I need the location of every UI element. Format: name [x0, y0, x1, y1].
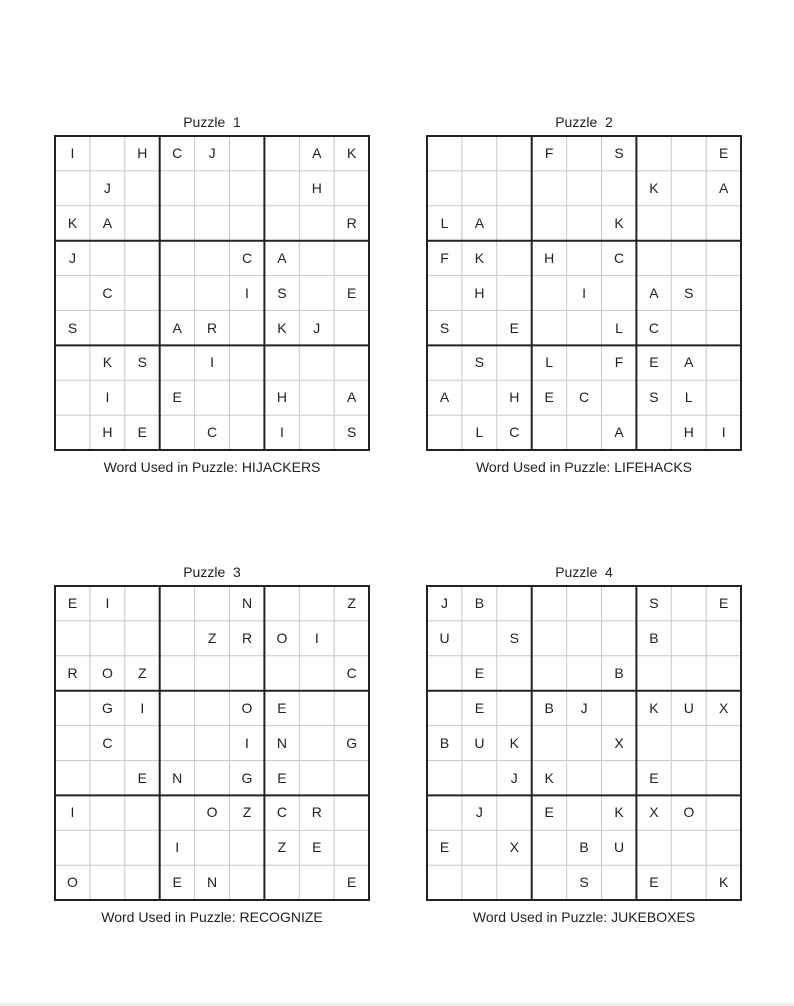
grid-cell-letter: Z: [277, 839, 287, 856]
grid-cell-letter: E: [719, 145, 729, 161]
grid-cell-letter: S: [649, 389, 659, 406]
grid-cell-letter: J: [208, 145, 216, 161]
grid-cell-letter: G: [346, 734, 358, 751]
grid-cell-letter: L: [475, 424, 484, 441]
grid-cell-letter: A: [347, 389, 357, 406]
grid-cell-letter: H: [311, 179, 322, 196]
grid-cell-letter: H: [276, 389, 287, 406]
grid-cell-letter: S: [509, 629, 519, 646]
grid-cell-letter: N: [207, 874, 218, 891]
grid-cell-letter: J: [475, 804, 483, 821]
grid-cell-letter: H: [509, 389, 520, 406]
grid-cell-letter: E: [312, 839, 322, 856]
puzzle-caption: Word Used in Puzzle: HIJACKERS: [103, 459, 321, 475]
grid-cell-letter: L: [545, 354, 554, 371]
grid-cell-letter: E: [474, 664, 485, 681]
grid-cell-letter: E: [649, 769, 659, 786]
grid-cell-letter: H: [102, 424, 113, 441]
puzzle-title: Puzzle 3: [183, 564, 241, 580]
grid-cell-letter: S: [439, 319, 450, 336]
grid-cell-letter: O: [683, 804, 695, 821]
grid-cell-letter: J: [103, 179, 111, 196]
puzzle-title: Puzzle 2: [555, 114, 613, 130]
grid-cell-letter: R: [67, 664, 78, 681]
grid-cell-letter: C: [102, 284, 113, 301]
grid-cell-letter: U: [613, 839, 625, 856]
grid-cell-letter: I: [245, 284, 249, 301]
grid-cell-letter: H: [544, 249, 555, 266]
grid-cell-letter: N: [276, 734, 287, 751]
grid-cell-letter: E: [474, 699, 485, 716]
grid-cell-letter: E: [67, 595, 78, 611]
grid-cell-letter: I: [105, 389, 110, 406]
grid-cell-letter: K: [649, 179, 659, 196]
grid-cell-letter: N: [241, 595, 253, 611]
grid-cell-letter: A: [439, 389, 450, 406]
grid-cell-letter: K: [614, 804, 624, 821]
grid-cell-letter: Z: [242, 804, 252, 821]
grid-cell-letter: R: [241, 629, 253, 646]
grid-cell-letter: I: [70, 804, 75, 821]
grid-cell-letter: U: [683, 699, 694, 716]
grid-cell-letter: I: [70, 145, 75, 161]
grid-cell-letter: S: [614, 145, 624, 161]
grid-cell-letter: C: [346, 664, 357, 681]
grid-cell-letter: E: [347, 874, 357, 891]
grid-cell-letter: G: [241, 769, 253, 786]
grid-cell-letter: B: [649, 629, 659, 646]
grid-cell-letter: L: [440, 214, 449, 231]
grid-cell-letter: F: [544, 145, 554, 161]
grid-cell-letter: S: [684, 284, 694, 301]
grid-cell-letter: R: [346, 214, 357, 231]
puzzle-title: Puzzle 4: [555, 564, 613, 580]
grid-cell-letter: K: [347, 145, 357, 161]
grid-cell-letter: C: [241, 249, 253, 266]
grid-cell-letter: E: [347, 284, 357, 301]
grid-cell-letter: S: [277, 284, 287, 301]
grid-cell-letter: B: [474, 595, 485, 611]
grid-cell-letter: H: [474, 284, 485, 301]
grid-cell-letter: B: [439, 734, 450, 751]
grid-cell-letter: J: [69, 249, 76, 266]
grid-cell-letter: X: [509, 839, 519, 856]
grid-cell-letter: K: [474, 249, 485, 266]
grid-cell-letter: K: [67, 214, 78, 231]
grid-cell-letter: F: [614, 354, 624, 371]
grid-cell-letter: K: [102, 354, 113, 371]
grid-cell-letter: E: [172, 389, 182, 406]
grid-cell-letter: E: [277, 699, 287, 716]
grid-cell-letter: B: [579, 839, 589, 856]
grid-cell-letter: I: [245, 734, 249, 751]
grid-cell-letter: C: [509, 424, 520, 441]
grid-cell-letter: F: [440, 249, 449, 266]
grid-cell-letter: B: [614, 664, 624, 681]
grid-cell-letter: C: [102, 734, 113, 751]
grid-cell-letter: L: [615, 319, 623, 336]
grid-cell-letter: U: [439, 629, 450, 646]
grid-cell-letter: E: [544, 804, 554, 821]
grid-cell-letter: A: [474, 214, 485, 231]
grid-cell-letter: I: [314, 629, 319, 646]
grid-cell-letter: H: [683, 424, 694, 441]
grid-cell-letter: O: [101, 664, 113, 681]
grid-cell-letter: K: [544, 769, 554, 786]
grid-cell-letter: K: [649, 699, 659, 716]
grid-cell-letter: J: [580, 699, 588, 716]
grid-cell-letter: G: [101, 699, 113, 716]
grid-cell-letter: A: [172, 319, 182, 336]
grid-cell-letter: Z: [347, 595, 356, 611]
grid-cell-letter: A: [614, 424, 624, 441]
grid-cell-letter: R: [207, 319, 218, 336]
grid-cell-letter: I: [582, 284, 587, 301]
grid-cell-letter: O: [206, 804, 218, 821]
grid-cell-letter: R: [311, 804, 322, 821]
puzzle-title: Puzzle 1: [183, 114, 241, 130]
grid-cell-letter: C: [579, 389, 590, 406]
grid-cell-letter: I: [279, 424, 284, 441]
grid-cell-letter: E: [137, 769, 147, 786]
grid-cell-letter: S: [67, 319, 78, 336]
puzzle-caption: Word Used in Puzzle: LIFEHACKS: [475, 459, 693, 475]
grid-cell-letter: E: [509, 319, 519, 336]
grid-cell-letter: A: [719, 179, 729, 196]
grid-cell-letter: A: [312, 145, 322, 161]
grid-cell-letter: I: [175, 839, 180, 856]
puzzle-caption: Word Used in Puzzle: RECOGNIZE: [101, 909, 323, 925]
grid-cell-letter: K: [509, 734, 519, 751]
grid-cell-letter: K: [277, 319, 287, 336]
grid-cell-letter: E: [172, 874, 182, 891]
grid-cell-letter: J: [313, 319, 321, 336]
grid-cell-letter: K: [614, 214, 624, 231]
grid-cell-letter: L: [684, 389, 693, 406]
grid-cell-letter: I: [721, 424, 726, 441]
grid-cell-letter: S: [137, 354, 147, 371]
grid-cell-letter: H: [137, 145, 148, 161]
grid-cell-letter: X: [614, 734, 624, 751]
grid-cell-letter: A: [649, 284, 659, 301]
grid-cell-letter: O: [241, 699, 253, 716]
grid-cell-letter: I: [140, 699, 145, 716]
grid-cell-letter: O: [276, 629, 288, 646]
grid-cell-letter: E: [137, 424, 147, 441]
grid-cell-letter: Z: [207, 629, 217, 646]
grid-cell-letter: E: [439, 839, 450, 856]
grid-cell-letter: C: [172, 145, 183, 161]
grid-cell-letter: A: [277, 249, 287, 266]
grid-cell-letter: N: [172, 769, 183, 786]
grid-cell-letter: E: [649, 874, 659, 891]
grid-cell-letter: Z: [138, 664, 147, 681]
grid-cell-letter: K: [719, 874, 729, 891]
grid-cell-letter: C: [207, 424, 218, 441]
grid-cell-letter: J: [441, 595, 448, 611]
grid-cell-letter: S: [474, 354, 485, 371]
grid-cell-letter: S: [347, 424, 357, 441]
grid-cell-letter: I: [105, 595, 110, 611]
grid-cell-letter: A: [102, 214, 113, 231]
grid-cell-letter: X: [719, 699, 729, 716]
grid-cell-letter: S: [579, 874, 589, 891]
grid-cell-letter: C: [613, 249, 625, 266]
grid-cell-letter: E: [719, 595, 729, 611]
grid-cell-letter: E: [649, 354, 659, 371]
grid-cell-letter: U: [474, 734, 485, 751]
grid-cell-letter: O: [67, 874, 78, 891]
grid-cell-letter: I: [210, 354, 215, 371]
grid-cell-letter: E: [277, 769, 287, 786]
grid-cell-letter: A: [684, 354, 694, 371]
grid-cell-letter: C: [648, 319, 659, 336]
grid-cell-letter: C: [276, 804, 287, 821]
grid-cell-letter: B: [544, 699, 554, 716]
grid-cell-letter: E: [544, 389, 554, 406]
grid-cell-letter: J: [510, 769, 518, 786]
puzzle-caption: Word Used in Puzzle: JUKEBOXES: [472, 909, 696, 925]
grid-cell-letter: X: [649, 804, 659, 821]
grid-cell-letter: S: [649, 595, 659, 611]
